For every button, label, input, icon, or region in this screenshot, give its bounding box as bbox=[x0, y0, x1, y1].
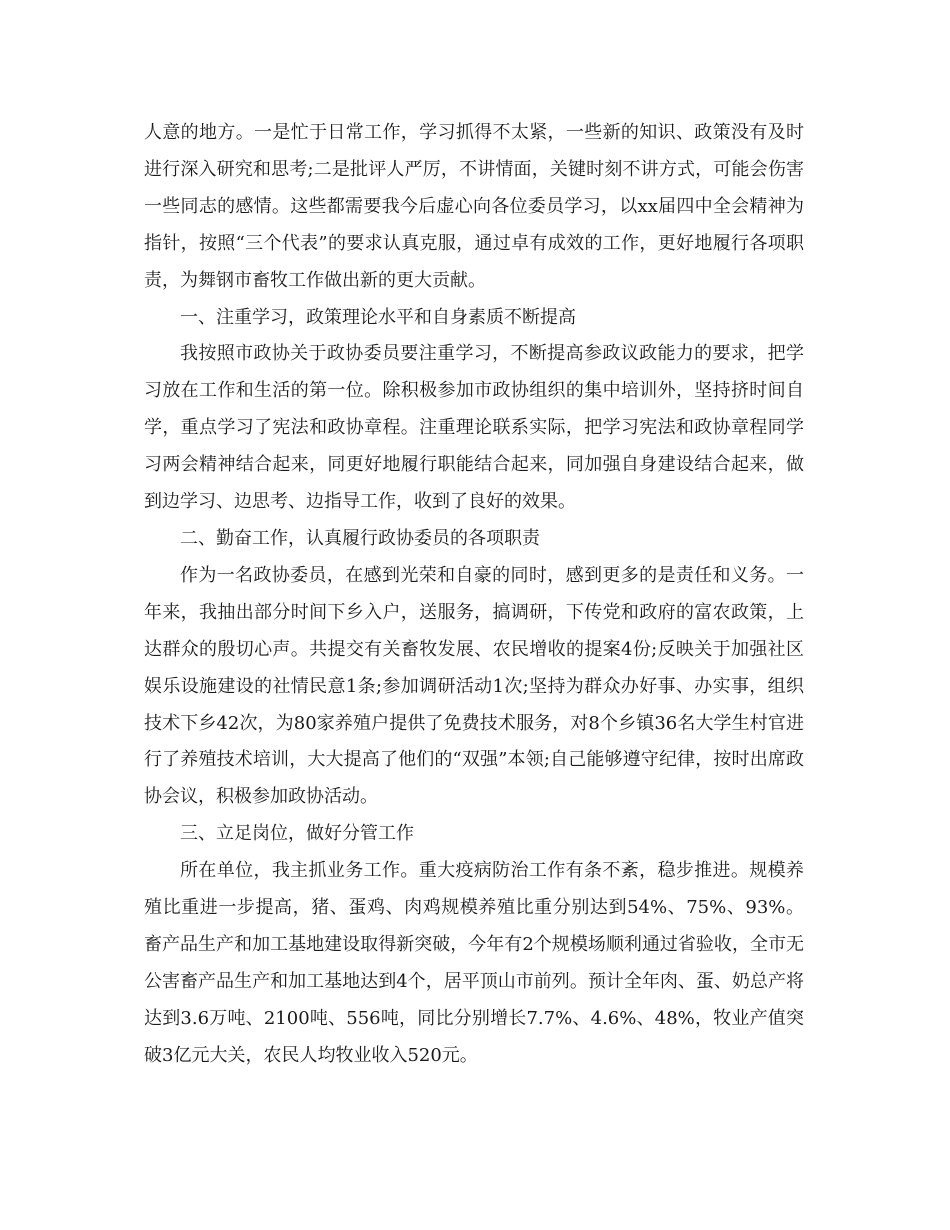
section-heading-3: 三、立足岗位，做好分管工作 bbox=[180, 823, 414, 845]
paragraph-intro: 人意的地方。一是忙于日常工作，学习抓得不太紧，一些新的知识、政策没有及时进行深入研究和思考;二是批评人严厉，不讲情面，关键时刻不讲方式，可能会伤害一些同志的感情。这些都需要我今后虚心向各位委员学习，以xx届四中全会精神为指针，按照“三个代表”的要求认真克服，通过卓有成效的工作，更好地履行各项职责，为舞钢市畜牧工作做出新的更大贡献。 bbox=[144, 122, 804, 291]
paragraph-work: 所在单位，我主抓业务工作。重大疫病防治工作有条不紊，稳步推进。规模养殖比重进一步提高，猪、蛋鸡、肉鸡规模养殖比重分别达到54%、75%、93%。畜产品生产和加工基地建设取得新突破，今年有2个规模场顺利通过省验收，全市无公害畜产品生产和加工基地达到4个，居平顶山市前列。预计全年肉、蛋、奶总产将达到3.6万吨、2100吨、556吨，同比分别增长7.7%、4.6%、48%，牧业产值突破3亿元大关，农民人均牧业收入520元。 bbox=[144, 860, 804, 1066]
section-heading-1: 一、注重学习，政策理论水平和自身素质不断提高 bbox=[180, 306, 576, 328]
paragraph-study: 我按照市政协关于政协委员要注重学习，不断提高参政议政能力的要求，把学习放在工作和生活的第一位。除积极参加市政协组织的集中培训外，坚持挤时间自学，重点学习了宪法和政协章程。注重理论联系实际，把学习宪法和政协章程同学习两会精神结合起来，同更好地履行职能结合起来，同加强自身建设结合起来，做到边学习、边思考、边指导工作，收到了良好的效果。 bbox=[144, 343, 804, 513]
section-heading-2: 二、勤奋工作，认真履行政协委员的各项职责 bbox=[180, 527, 540, 549]
paragraph-duties: 作为一名政协委员，在感到光荣和自豪的同时，感到更多的是责任和义务。一年来，我抽出部分时间下乡入户，送服务，搞调研，下传党和政府的富农政策，上达群众的殷切心声。共提交有关畜牧发展、农民增收的提案4份;反映关于加强社区娱乐设施建设的社情民意1条;参加调研活动1次;坚持为群众办好事、办实事，组织技术下乡42次，为80家养殖户提供了免费技术服务，对8个乡镇36名大学生村官进行了养殖技术培训，大大提高了他们的“双强”本领;自己能够遵守纪律，按时出席政协会议，积极参加政协活动。 bbox=[144, 564, 804, 808]
document-body bbox=[144, 115, 804, 1075]
